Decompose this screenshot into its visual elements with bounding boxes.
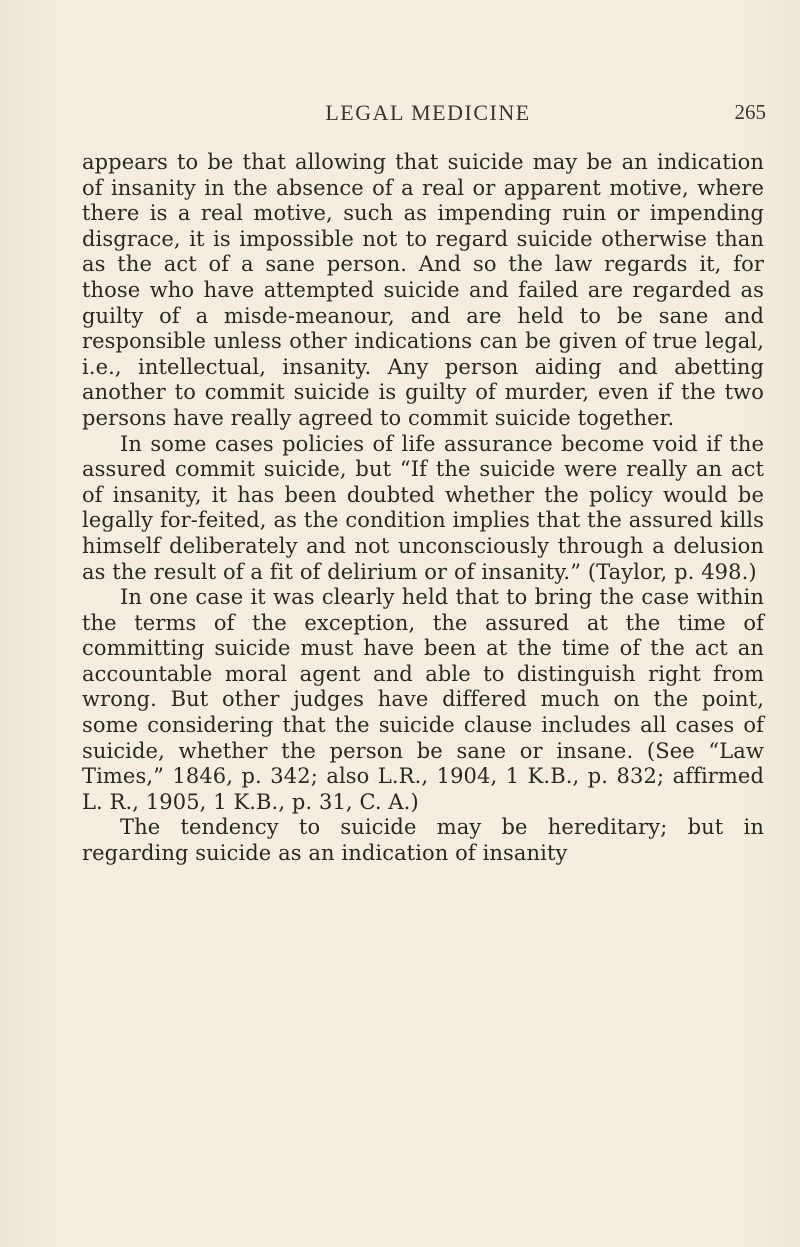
running-title: LEGAL MEDICINE bbox=[325, 100, 531, 125]
paragraph-continuation: appears to be that allowing that suicide may be an indication of insanity in the absence of a real or apparent motive, where there is a real motive, such as impending ruin or impending disgrace, it is impossible not to regard suicide otherwise than as the act of a sane person. And so the law regards it, for those who have attempted suicide and failed are regarded as guilty of a misde-meanour, and are held to be sane and responsible unless other indications can be given of true legal, i.e., intellectual, insanity. Any person aiding and abetting another to commit suicide is guilty of murder, even if the two persons have really agreed to commit suicide together. bbox=[82, 150, 764, 430]
running-head bbox=[84, 100, 772, 130]
paragraph-hereditary: The tendency to suicide may be hereditary; but in regarding suicide as an indication of insanity bbox=[82, 815, 764, 866]
paragraph-exception-case: In one case it was clearly held that to bring the case within the terms of the exception, the assured at the time of committing suicide must have been at the time of the act an accountable moral agent and able to distinguish right from wrong. But other judges have differed much on the point, some considering that the suicide clause includes all cases of suicide, whether the person be sane or insane. (See “Law Times,” 1846, p. 342; also L.R., 1904, 1 K.B., p. 832; affirmed L. R., 1905, 1 K.B., p. 31, C. A.) bbox=[82, 585, 764, 814]
page-number: 265 bbox=[734, 100, 766, 124]
body-text bbox=[82, 150, 764, 867]
paragraph-life-assurance: In some cases policies of life assurance become void if the assured commit suicide, but “If the suicide were really an act of insanity, it has been doubted whether the policy would be legally for-feited, as the condition implies that the assured kills himself deliberately and not unconsciously through a delusion as the result of a fit of delirium or of insanity.” (Taylor, p. 498.) bbox=[82, 431, 764, 584]
